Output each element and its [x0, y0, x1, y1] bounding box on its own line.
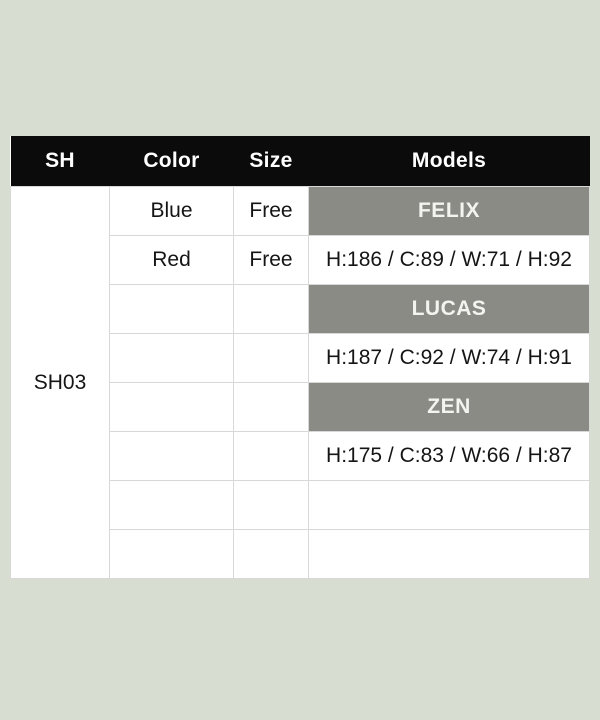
- size-cell: [234, 530, 309, 579]
- header-cell-color: Color: [110, 136, 234, 187]
- size-cell: Free: [234, 187, 309, 236]
- size-cell: [234, 285, 309, 334]
- model-name-cell: LUCAS: [309, 285, 590, 334]
- color-cell: Red: [110, 236, 234, 285]
- size-cell: [234, 481, 309, 530]
- color-cell: [110, 334, 234, 383]
- size-cell: [234, 334, 309, 383]
- color-cell: [110, 432, 234, 481]
- table-row: [11, 187, 590, 236]
- measurements-cell: H:187 / C:92 / W:74 / H:91: [309, 334, 590, 383]
- size-cell: [234, 383, 309, 432]
- size-chart-table: [10, 136, 590, 579]
- color-cell: [110, 530, 234, 579]
- color-cell: [110, 285, 234, 334]
- color-cell: [110, 383, 234, 432]
- header-cell-size: Size: [234, 136, 309, 187]
- size-cell: [234, 432, 309, 481]
- sh-code-cell: SH03: [11, 187, 110, 579]
- size-cell: Free: [234, 236, 309, 285]
- header-cell-sh: SH: [11, 136, 110, 187]
- measurements-cell: H:186 / C:89 / W:71 / H:92: [309, 236, 590, 285]
- models-empty-cell: [309, 530, 590, 579]
- measurements-cell: H:175 / C:83 / W:66 / H:87: [309, 432, 590, 481]
- color-cell: Blue: [110, 187, 234, 236]
- color-cell: [110, 481, 234, 530]
- header-cell-models: Models: [309, 136, 590, 187]
- header-row: [11, 136, 590, 187]
- model-name-cell: FELIX: [309, 187, 590, 236]
- models-empty-cell: [309, 481, 590, 530]
- model-name-cell: ZEN: [309, 383, 590, 432]
